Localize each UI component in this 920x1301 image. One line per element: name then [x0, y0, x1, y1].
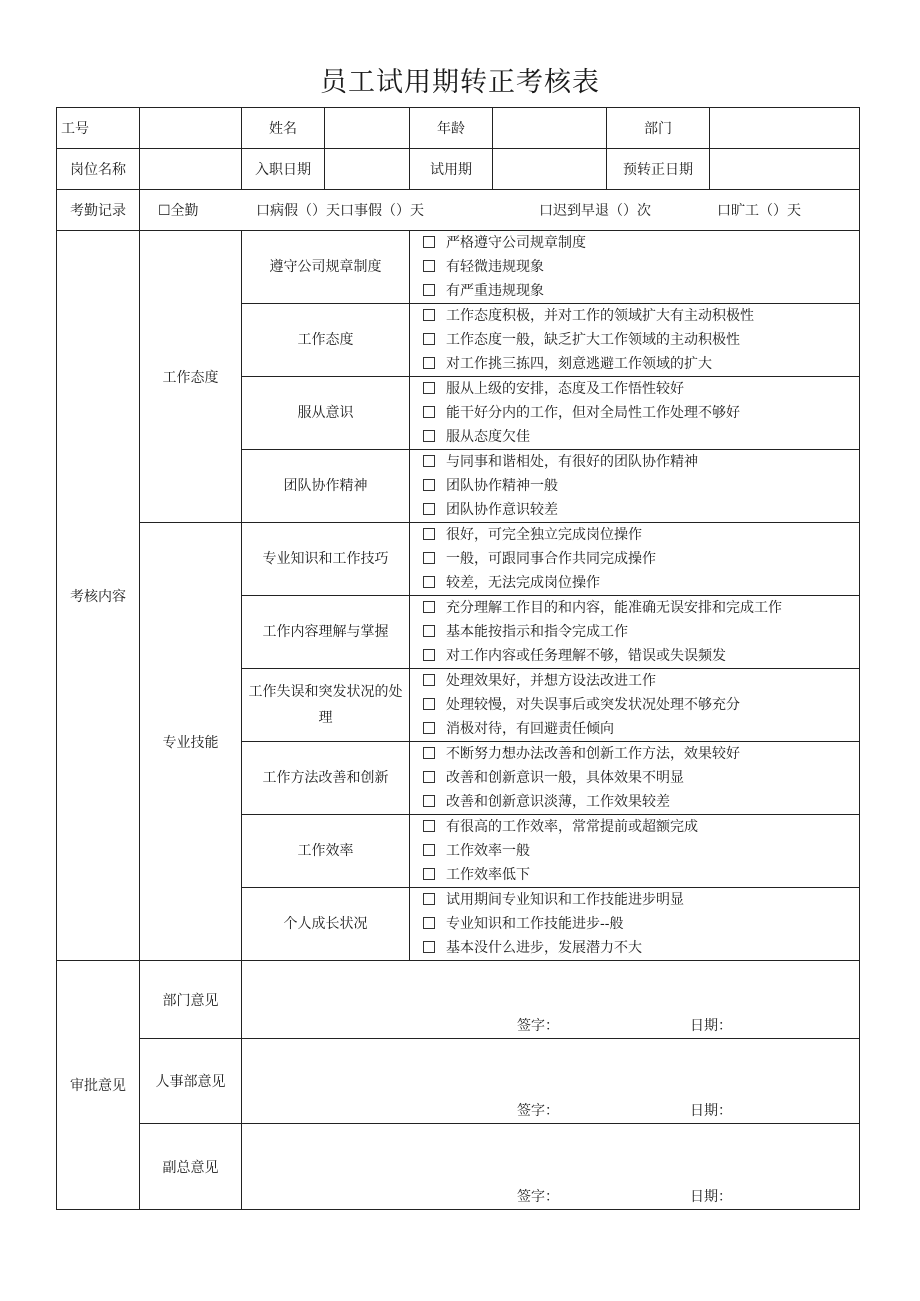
probation-label: 试用期 [410, 149, 493, 190]
approval-row-label: 部门意见 [140, 961, 242, 1039]
option-line[interactable] [423, 744, 859, 764]
checkbox-icon[interactable] [423, 430, 435, 442]
option-text: 专业知识和工作技能进步--般 [446, 916, 624, 932]
option-text: 服从上级的安排，态度及工作悟性较好 [446, 381, 684, 397]
option-line[interactable] [423, 233, 859, 253]
option-text: 不断努力想办法改善和创新工作方法，效果较好 [446, 746, 740, 762]
item-options [410, 304, 860, 377]
join-date-field[interactable] [325, 149, 410, 190]
checkbox-icon[interactable] [423, 455, 435, 467]
item-name [242, 742, 410, 815]
emp-id-label: 工号 [57, 108, 140, 149]
sign-label: 签字： [517, 1018, 559, 1034]
sign-label: 签字： [517, 1103, 559, 1119]
option-line[interactable] [423, 403, 859, 423]
option-text: 处理效果好，并想方设法改进工作 [446, 673, 656, 689]
option-line[interactable] [423, 549, 859, 569]
item-options [410, 377, 860, 450]
regular-date-label: 预转正日期 [607, 149, 710, 190]
item-name-text: 服从意识 [297, 405, 354, 421]
option-text: 很好，可完全独立完成岗位操作 [446, 527, 642, 543]
option-line[interactable] [423, 379, 859, 399]
approval-row [57, 1039, 860, 1124]
date-label: 日期： [690, 1189, 732, 1205]
checkbox-icon[interactable] [423, 649, 435, 661]
option-line[interactable] [423, 500, 859, 520]
option-line[interactable] [423, 646, 859, 666]
checkbox-icon[interactable] [423, 528, 435, 540]
option-text: 对工作内容或任务理解不够，错误或失误频发 [446, 648, 726, 664]
group-label: 专业技能 [140, 523, 242, 961]
item-options [410, 596, 860, 669]
option-text: 基本没什么进步，发展潜力不大 [446, 940, 642, 956]
option-line[interactable] [423, 938, 859, 958]
option-line[interactable] [423, 695, 859, 715]
checkbox-icon[interactable] [423, 479, 435, 491]
option-text: 与同事和谐相处，有很好的团队协作精神 [446, 454, 698, 470]
checkbox-icon[interactable] [423, 747, 435, 759]
item-name-text: 专业知识和工作技巧 [262, 551, 389, 567]
item-options [410, 523, 860, 596]
checkbox-icon[interactable] [423, 309, 435, 321]
item-options [410, 450, 860, 523]
item-name-text: 工作内容理解与掌握 [262, 624, 389, 640]
approval-comment-area[interactable] [242, 1124, 860, 1210]
name-field[interactable] [325, 108, 410, 149]
checkbox-icon[interactable] [423, 893, 435, 905]
option-line[interactable] [423, 476, 859, 496]
item-name [242, 377, 410, 450]
checkbox-icon[interactable] [423, 236, 435, 248]
option-line[interactable] [423, 427, 859, 447]
option-line[interactable] [423, 768, 859, 788]
approval-label: 审批意见 [57, 961, 140, 1210]
option-text: 试用期间专业知识和工作技能进步明显 [446, 892, 684, 908]
option-text: 团队协作意识较差 [446, 502, 558, 518]
option-line[interactable] [423, 330, 859, 350]
item-name-text: 遵守公司规章制度 [269, 259, 382, 275]
option-text: 有轻微违规现象 [446, 259, 544, 275]
dept-field[interactable] [710, 108, 860, 149]
item-options [410, 231, 860, 304]
option-text: 改善和创新意识淡薄，工作效果较差 [446, 794, 670, 810]
assessment-row [57, 231, 860, 304]
date-label: 日期： [690, 1018, 732, 1034]
item-options [410, 815, 860, 888]
attendance-leave[interactable]: 口病假（）天口事假（）天 [256, 203, 424, 219]
option-line[interactable] [423, 573, 859, 593]
option-text: 对工作挑三拣四，刻意逃避工作领域的扩大 [446, 356, 712, 372]
assessment-form [56, 107, 860, 1210]
option-line[interactable] [423, 257, 859, 277]
approval-row [57, 1124, 860, 1210]
attendance-late[interactable]: 口迟到早退（）次 [539, 203, 651, 219]
checkbox-icon[interactable] [423, 625, 435, 637]
option-text: 能干好分内的工作，但对全局性工作处理不够好 [446, 405, 740, 421]
checkbox-icon[interactable] [423, 284, 435, 296]
option-line[interactable] [423, 890, 859, 910]
option-text: 消极对待，有回避责任倾向 [446, 721, 614, 737]
age-field[interactable] [493, 108, 607, 149]
approval-comment-area[interactable] [242, 1039, 860, 1124]
item-name [242, 596, 410, 669]
checkbox-icon[interactable] [423, 820, 435, 832]
item-name [242, 815, 410, 888]
item-name-text: 工作效率 [297, 843, 354, 859]
option-line[interactable] [423, 525, 859, 545]
checkbox-icon[interactable] [423, 674, 435, 686]
item-name-text: 工作方法改善和创新 [262, 770, 389, 786]
option-text: 团队协作精神一般 [446, 478, 558, 494]
option-line[interactable] [423, 671, 859, 691]
assessment-row [57, 523, 860, 596]
option-text: 较差，无法完成岗位操作 [446, 575, 600, 591]
option-text: 工作态度积极，并对工作的领域扩大有主动积极性 [446, 308, 754, 324]
item-name [242, 231, 410, 304]
approval-row-label: 人事部意见 [140, 1039, 242, 1124]
item-name-text: 个人成长状况 [283, 916, 368, 932]
group-label: 工作态度 [140, 231, 242, 523]
option-line[interactable] [423, 281, 859, 301]
option-line[interactable] [423, 914, 859, 934]
attendance-options [140, 190, 860, 231]
checkbox-icon[interactable] [423, 917, 435, 929]
option-text: 一般，可跟同事合作共同完成操作 [446, 551, 656, 567]
checkbox-icon[interactable] [423, 552, 435, 564]
checkbox-icon[interactable] [423, 722, 435, 734]
item-options [410, 888, 860, 961]
age-label: 年龄 [410, 108, 493, 149]
checkbox-icon[interactable] [423, 601, 435, 613]
date-label: 日期： [690, 1103, 732, 1119]
option-text: 服从态度欠佳 [446, 429, 530, 445]
checkbox-icon[interactable] [423, 844, 435, 856]
attendance-full[interactable]: ☐全勤 [158, 203, 199, 219]
item-name [242, 523, 410, 596]
checkbox-icon[interactable] [423, 260, 435, 272]
checkbox-icon[interactable] [423, 357, 435, 369]
option-text: 处理较慢，对失误事后或突发状况处理不够充分 [446, 697, 740, 713]
option-line[interactable] [423, 622, 859, 642]
probation-field[interactable] [493, 149, 607, 190]
join-date-label: 入职日期 [242, 149, 325, 190]
checkbox-icon[interactable] [423, 333, 435, 345]
checkbox-icon[interactable] [423, 406, 435, 418]
regular-date-field[interactable] [710, 149, 860, 190]
sign-label: 签字： [517, 1189, 559, 1205]
attendance-label: 考勤记录 [57, 190, 140, 231]
option-text: 基本能按指示和指令完成工作 [446, 624, 628, 640]
checkbox-icon[interactable] [423, 771, 435, 783]
checkbox-icon[interactable] [423, 382, 435, 394]
option-line[interactable] [423, 598, 859, 618]
checkbox-icon[interactable] [423, 941, 435, 953]
option-line[interactable] [423, 354, 859, 374]
checkbox-icon[interactable] [423, 698, 435, 710]
item-name [242, 450, 410, 523]
checkbox-icon[interactable] [423, 795, 435, 807]
position-field[interactable] [140, 149, 242, 190]
option-text: 改善和创新意识一般，具体效果不明显 [446, 770, 684, 786]
item-options [410, 669, 860, 742]
item-name-text: 工作失误和突发状况的处理 [248, 684, 403, 726]
option-line[interactable] [423, 306, 859, 326]
option-text: 充分理解工作目的和内容，能准确无误安排和完成工作 [446, 600, 782, 616]
dept-label: 部门 [607, 108, 710, 149]
content-label: 考核内容 [57, 231, 140, 961]
item-options [410, 742, 860, 815]
option-line[interactable] [423, 452, 859, 472]
option-text: 工作态度一般，缺乏扩大工作领域的主动积极性 [446, 332, 740, 348]
attendance-absent[interactable]: 口旷工（）天 [717, 203, 801, 219]
option-line[interactable] [423, 865, 859, 885]
item-name [242, 888, 410, 961]
option-text: 工作效率一般 [446, 843, 530, 859]
item-name [242, 304, 410, 377]
option-line[interactable] [423, 841, 859, 861]
approval-row [57, 961, 860, 1039]
item-name-text: 团队协作精神 [283, 478, 368, 494]
option-text: 工作效率低下 [446, 867, 530, 883]
name-label: 姓名 [242, 108, 325, 149]
page-title: 员工试用期转正考核表 [320, 67, 600, 98]
option-line[interactable] [423, 719, 859, 739]
item-name-text: 工作态度 [297, 332, 354, 348]
item-name [242, 669, 410, 742]
checkbox-icon[interactable] [423, 576, 435, 588]
option-text: 有严重违规现象 [446, 283, 544, 299]
emp-id-field[interactable] [140, 108, 242, 149]
option-text: 有很高的工作效率，常常提前或超额完成 [446, 819, 698, 835]
option-line[interactable] [423, 792, 859, 812]
option-text: 严格遵守公司规章制度 [446, 235, 586, 251]
checkbox-icon[interactable] [423, 503, 435, 515]
option-line[interactable] [423, 817, 859, 837]
approval-row-label: 副总意见 [140, 1124, 242, 1210]
approval-comment-area[interactable] [242, 961, 860, 1039]
checkbox-icon[interactable] [423, 868, 435, 880]
position-label: 岗位名称 [57, 149, 140, 190]
